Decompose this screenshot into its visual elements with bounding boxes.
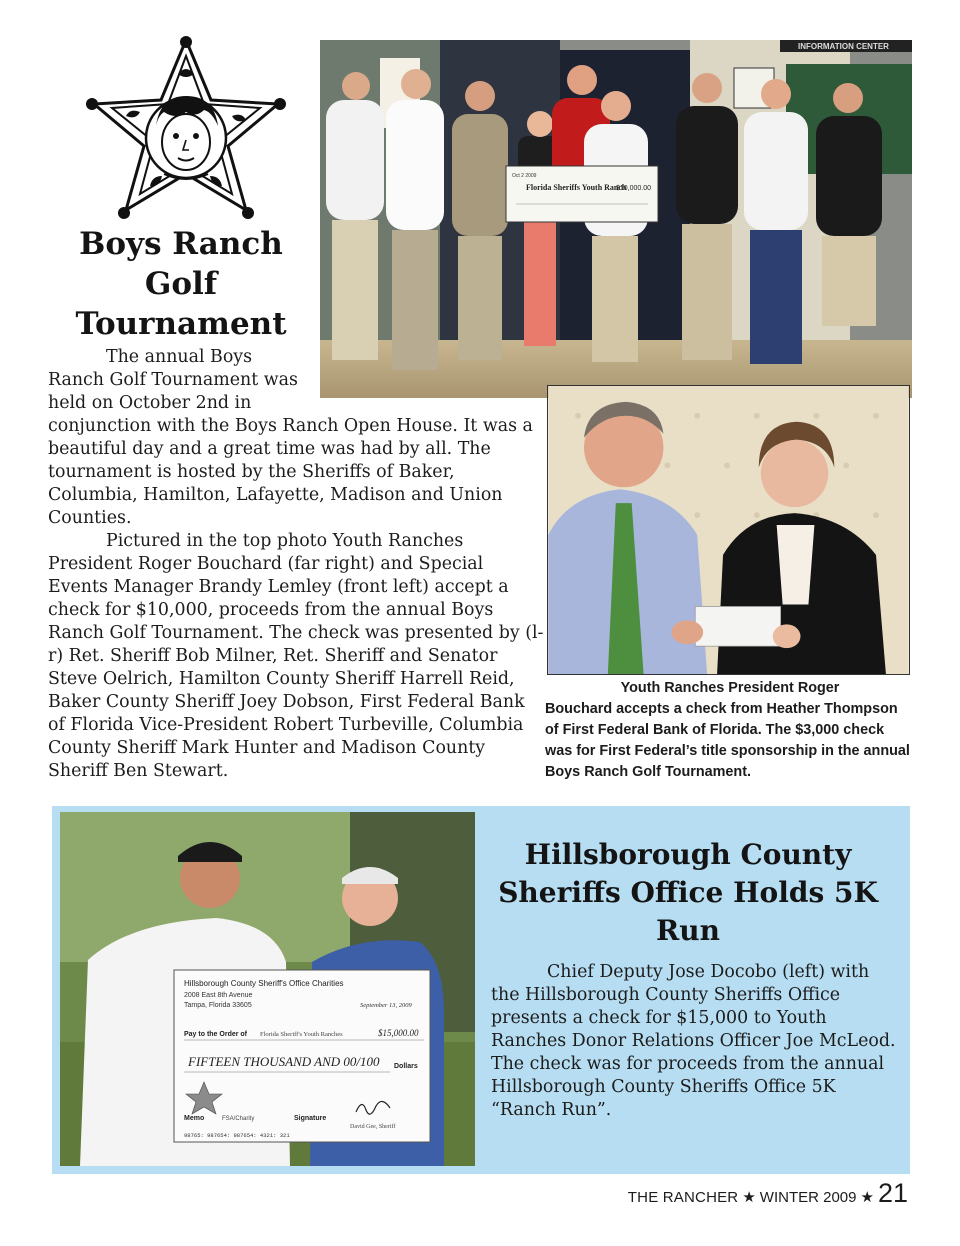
- golf-tournament-group-photo: [320, 40, 912, 398]
- info-center-sign: INFORMATION CENTER: [798, 42, 889, 51]
- run-check-dollars-label: Dollars: [394, 1063, 418, 1070]
- photo-caption-first-federal: [545, 678, 915, 783]
- run-check-signer: David Gee, Sheriff: [350, 1124, 396, 1130]
- footer-star-icon: ★: [742, 1189, 756, 1206]
- run-check-memo: FSA/Charity: [222, 1116, 255, 1122]
- article-title-5k-run: Hillsborough County Sheriffs Office Holds 5K Run: [498, 838, 878, 947]
- run-check-payto-label: Pay to the Order of: [184, 1031, 248, 1038]
- article-paragraph-1-text: The annual Boys Ranch Golf Tournament was held on October 2nd in conjunction with the Boys Ranch Open House. It was a beautiful day and a great time was had by all. The tournament is hosted by the Sheriffs of Baker, Columbia, Hamilton, Lafayette, Madison and Union Counties.: [48, 347, 533, 528]
- photo-caption-rest: Bouchard accepts a check from Heather Thompson of First Federal Bank of Florida. The $3,000 check was for First Federal’s title sponsorship in the annual Boys Ranch Golf Tournament.: [545, 701, 910, 780]
- run-check-signature-label: Signature: [294, 1115, 327, 1122]
- article2-paragraph-text: Chief Deputy Jose Docobo (left) with the Hillsborough County Sheriffs Office presents a check for $15,000 to Youth Ranches Donor Relations Officer Joe McLeod. The check was for proceeds from the annual Hillsborough County Sheriffs Office 5K “Ranch Run”.: [491, 962, 896, 1120]
- run-check-memo-label: Memo: [184, 1115, 205, 1122]
- article-body-golf-tournament: [48, 346, 546, 783]
- footer-issue: WINTER 2009: [759, 1189, 857, 1206]
- run-check-date: September 13, 2009: [360, 1002, 412, 1009]
- run-check-org: Hillsborough County Sheriff's Office Charities: [184, 979, 344, 988]
- check-presentation-photo-first-federal: [547, 385, 910, 675]
- photo-caption-line1: Youth Ranches President Roger: [620, 680, 840, 696]
- article2-paragraph: [491, 961, 901, 1122]
- footer-publication-name: THE RANCHER: [627, 1189, 739, 1206]
- article-title-golf-tournament: Boys Ranch Golf Tournament: [75, 226, 287, 342]
- run-check-payee: Florida Sheriff's Youth Ranches: [260, 1031, 343, 1038]
- run-check-micr: 98765: 987654: 987654: 4321: 321: [184, 1132, 290, 1139]
- sheriff-star-badge-logo: [82, 34, 290, 226]
- run-check-amount-words: FIFTEEN THOUSAND AND 00/100: [188, 1054, 380, 1069]
- top-check-date: Oct 2 2009: [512, 173, 537, 179]
- footer-star-icon-2: ★: [860, 1189, 874, 1206]
- run-check-address2: Tampa, Florida 33605: [184, 1002, 252, 1009]
- run-check-amount: $15,000.00: [378, 1028, 419, 1038]
- 5k-run-check-presentation-photo: [60, 812, 475, 1166]
- top-check-payee: Florida Sheriffs Youth Ranch: [526, 183, 627, 192]
- page-footer: [628, 1178, 908, 1209]
- run-check-address1: 2008 East 8th Avenue: [184, 992, 253, 999]
- article-body-5k-run: [491, 961, 901, 1122]
- page-number: 21: [877, 1178, 908, 1208]
- article-paragraph-2: [48, 530, 546, 783]
- article-paragraph-2-text: Pictured in the top photo Youth Ranches President Roger Bouchard (far right) and Special Events Manager Brandy Lemley (front left) accept a check for $10,000, proceeds from the annual Boys Ranch Golf Tournament. The check was presented by (l-r) Ret. Sheriff Bob Milner, Ret. Sheriff and Senator Steve Oelrich, Hamilton County Sheriff Harrell Reid, Baker County Sheriff Joey Dobson, First Federal Bank of Florida Vice-President Robert Turbeville, Columbia County Sheriff Mark Hunter and Madison County Sheriff Ben Stewart.: [48, 531, 544, 781]
- top-check-amount: $10,000.00: [616, 185, 652, 192]
